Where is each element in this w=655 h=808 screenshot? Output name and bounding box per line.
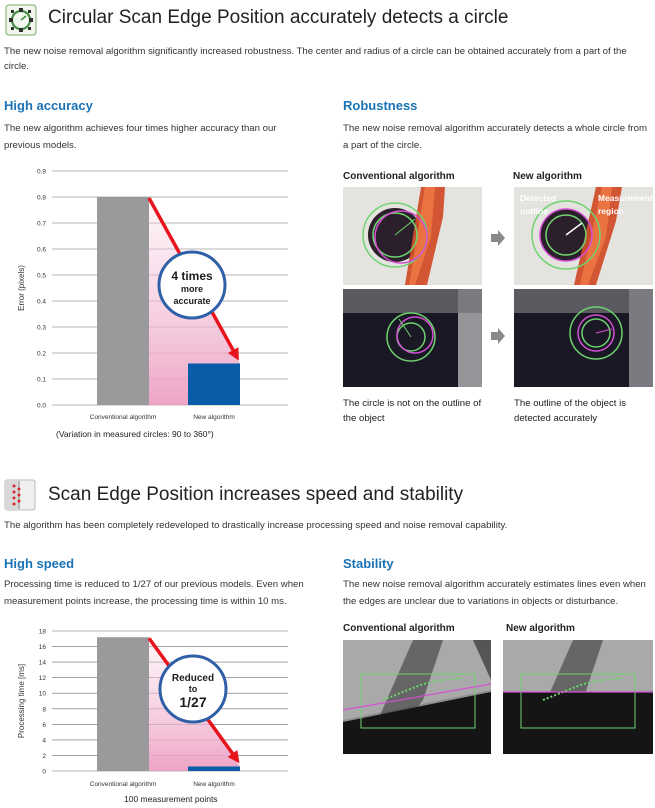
bar xyxy=(97,637,149,771)
callout-text: 1/27 xyxy=(179,694,207,710)
section1-title: Circular Scan Edge Position accurately detects a circle xyxy=(48,7,509,28)
robustness-new-label: New algorithm xyxy=(513,171,582,182)
detected-outline-label: Detected outline xyxy=(520,193,556,216)
stability-conventional-photo xyxy=(343,640,491,754)
callout-text: accurate xyxy=(173,296,211,306)
section2-title: Scan Edge Position increases speed and stability xyxy=(48,484,464,505)
robustness-caption-conventional: The circle is not on the outline of the object xyxy=(343,398,482,424)
axis-label: Error (pixels) xyxy=(17,265,26,311)
category-label: Conventional algorithm xyxy=(89,414,157,421)
tick-label: 10 xyxy=(38,690,46,698)
tick-label: 4 xyxy=(42,737,46,745)
callout-text: 4 times xyxy=(171,269,213,283)
tick-label: 6 xyxy=(42,721,46,729)
callout-text: to xyxy=(188,684,198,694)
accuracy-note: (Variation in measured circles: 90 to 360°) xyxy=(56,429,214,439)
bar xyxy=(188,766,240,771)
edge-scan-icon xyxy=(4,479,36,511)
tick-label: 18 xyxy=(38,628,46,636)
robustness-conventional-label: Conventional algorithm xyxy=(343,171,455,182)
speed-heading: High speed xyxy=(4,556,75,571)
tick-label: 14 xyxy=(38,659,46,667)
tick-label: 0.5 xyxy=(36,272,46,280)
robustness-heading: Robustness xyxy=(343,98,418,113)
robustness-text: The new noise removal algorithm accurately detects a whole circle from a part of the circle. xyxy=(343,123,647,151)
tick-label: 0.6 xyxy=(36,246,46,254)
bar xyxy=(97,197,149,405)
stability-new-label: New algorithm xyxy=(506,623,575,634)
tick-label: 0.9 xyxy=(36,168,46,176)
arrow-right-icon xyxy=(491,230,505,251)
tick-label: 0 xyxy=(42,768,46,776)
callout-text: Reduced xyxy=(171,673,215,684)
robustness-conventional-bottom-photo xyxy=(343,289,482,387)
robustness-conventional-top-photo xyxy=(343,187,482,285)
robustness-new-bottom-photo xyxy=(514,289,653,387)
stability-heading: Stability xyxy=(343,556,394,571)
arrow-right-icon xyxy=(491,328,505,349)
bar xyxy=(188,363,240,405)
speed-chart xyxy=(0,620,300,790)
robustness-caption-new: The outline of the object is detected accurately xyxy=(514,398,626,424)
tick-label: 12 xyxy=(38,675,46,683)
measurement-region-label: Measurement region xyxy=(598,193,653,216)
category-label: New algorithm xyxy=(193,414,235,421)
tick-label: 0.1 xyxy=(36,376,46,384)
speed-text: Processing time is reduced to 1/27 of our previous models. Even when measurement points increase, the processing time is within 10 ms. xyxy=(4,579,304,607)
section2-intro: The algorithm has been completely redeveloped to drastically increase processing speed and noise removal capability. xyxy=(4,520,508,531)
accuracy-heading: High accuracy xyxy=(4,98,93,113)
callout-text: more xyxy=(180,284,204,294)
stability-text: The new noise removal algorithm accurately estimates lines even when the edges are unclear due to variations in objects or disturbance. xyxy=(343,579,646,607)
tick-label: 0.7 xyxy=(36,220,46,228)
tick-label: 0.2 xyxy=(36,350,46,358)
circle-scan-icon xyxy=(5,4,37,36)
section1-intro: The new noise removal algorithm significantly increased robustness. The center and radius of a circle can be obtained accurately from a part of the circle. xyxy=(4,46,627,72)
tick-label: 16 xyxy=(38,644,46,652)
tick-label: 0.8 xyxy=(36,194,46,202)
speed-note: 100 measurement points xyxy=(124,794,218,804)
tick-label: 0.3 xyxy=(36,324,46,332)
axis-label: Processing time [ms] xyxy=(17,663,26,739)
category-label: New algorithm xyxy=(193,781,235,788)
tick-label: 2 xyxy=(42,752,46,760)
stability-new-photo xyxy=(503,640,653,754)
stability-conventional-label: Conventional algorithm xyxy=(343,623,455,634)
category-label: Conventional algorithm xyxy=(89,781,157,788)
tick-label: 8 xyxy=(42,706,46,714)
accuracy-text: The new algorithm achieves four times higher accuracy than our previous models. xyxy=(4,123,277,151)
accuracy-chart xyxy=(0,160,300,440)
tick-label: 0.4 xyxy=(36,298,46,306)
tick-label: 0.0 xyxy=(36,402,46,410)
